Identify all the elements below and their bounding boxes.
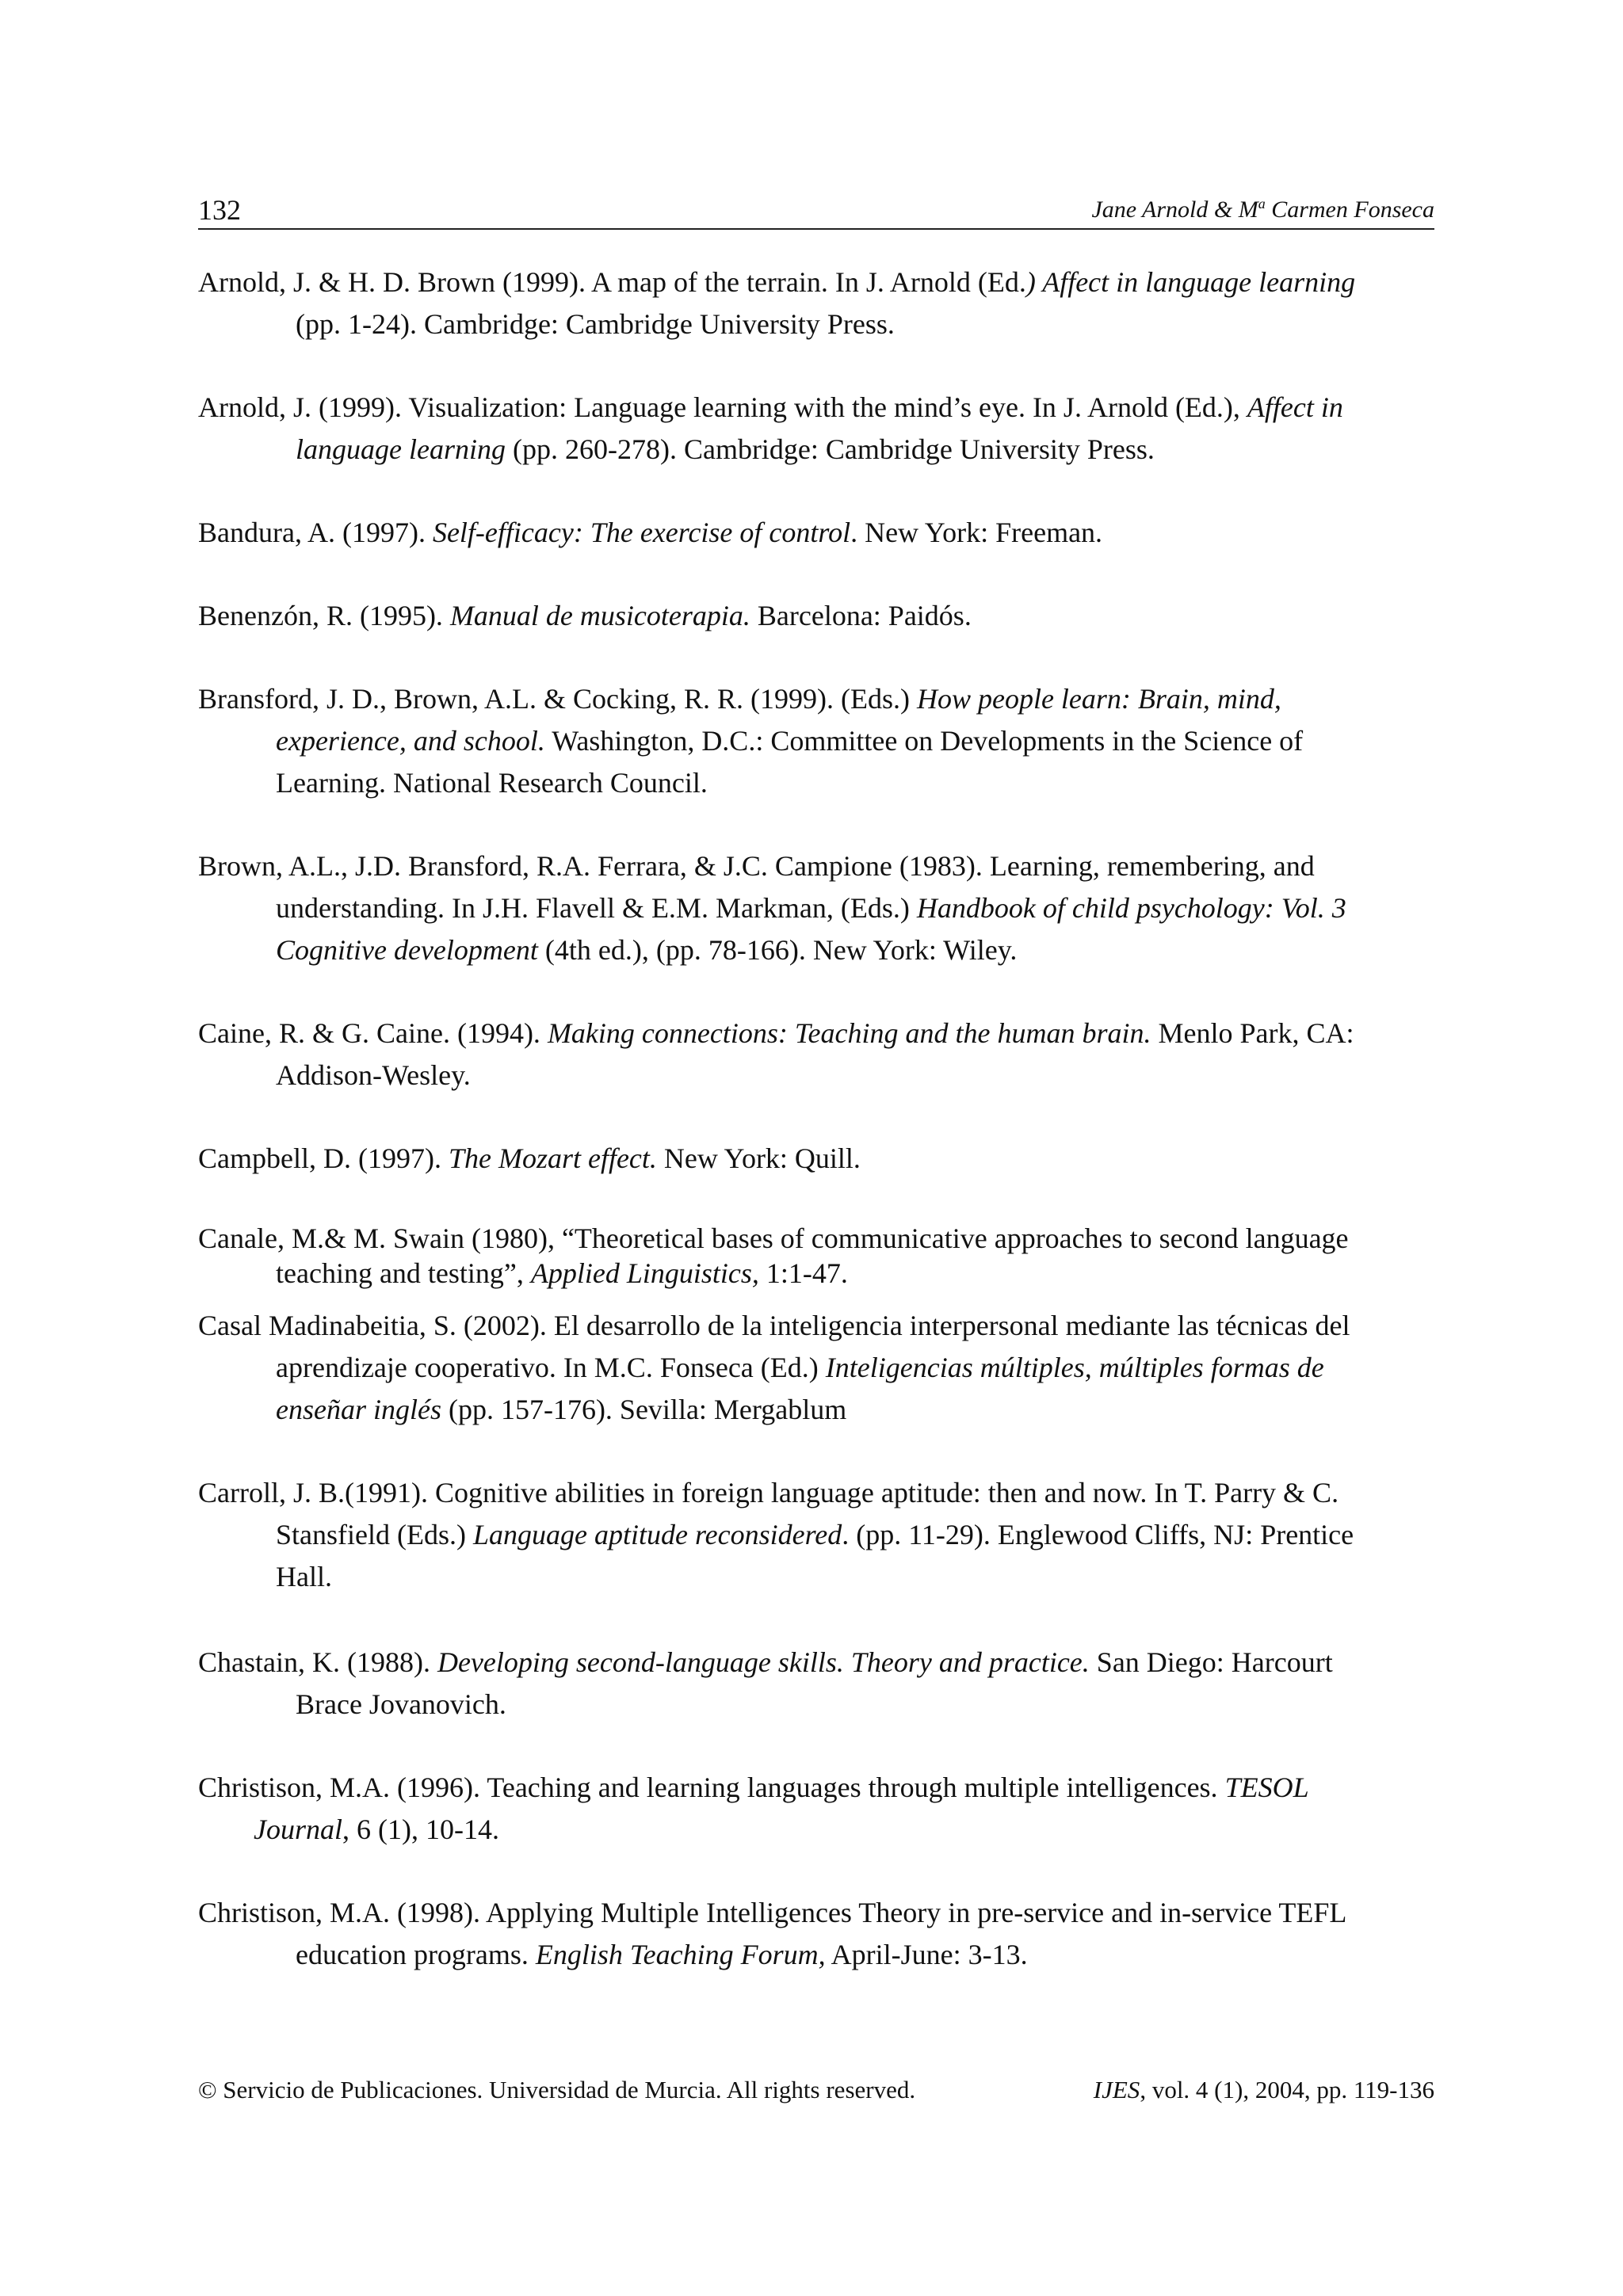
- reference-text: Arnold, J. (1999). Visualization: Language learning with the mind’s eye. In J. Arnold (Ed.),: [198, 391, 1247, 423]
- running-head-superscript: a: [1258, 196, 1266, 212]
- reference-text: teaching and testing”,: [276, 1257, 531, 1289]
- reference-line: Hall.: [276, 1561, 332, 1592]
- reference-line: [198, 387, 1434, 429]
- reference-line: [198, 512, 1434, 554]
- reference-line: [198, 1767, 1434, 1809]
- journal-name: IJES: [1093, 2076, 1140, 2103]
- reference-entry: [198, 678, 1434, 804]
- reference-title: Affect in: [1247, 391, 1343, 423]
- reference-line: [198, 1514, 1434, 1556]
- reference-title: Manual de musicoterapia.: [449, 600, 750, 631]
- reference-line: [198, 678, 1434, 720]
- reference-entry: [198, 1221, 1434, 1291]
- reference-text: April-June: 3-13.: [825, 1939, 1028, 1970]
- reference-line: [198, 1347, 1434, 1389]
- journal-citation: [1094, 2076, 1434, 2104]
- reference-text: Stansfield (Eds.): [276, 1519, 473, 1550]
- reference-entry: [198, 387, 1434, 471]
- reference-text: Washington, D.C.: Committee on Developments in the Science of: [544, 725, 1304, 757]
- reference-line: [198, 887, 1434, 929]
- reference-title: enseñar inglés: [276, 1394, 441, 1425]
- reference-entry: [198, 1138, 1434, 1180]
- reference-line: Brace Jovanovich.: [296, 1688, 506, 1720]
- reference-title: Journal: [254, 1814, 342, 1845]
- reference-line: Addison-Wesley.: [276, 1059, 471, 1091]
- page-header: [198, 189, 1434, 230]
- reference-line: Canale, M.& M. Swain (1980), “Theoretical bases of communicative approaches to second language: [198, 1222, 1349, 1254]
- reference-line: [198, 1389, 1434, 1431]
- reference-title: ) Affect in language learning: [1025, 266, 1356, 298]
- reference-line: [198, 720, 1434, 762]
- reference-title: Making connections: Teaching and the human brain.: [547, 1017, 1151, 1049]
- reference-line: [198, 1256, 1434, 1291]
- reference-entry: [198, 261, 1434, 345]
- reference-text: 1:1-47.: [758, 1257, 848, 1289]
- reference-line: [198, 1642, 1434, 1684]
- copyright-notice: © Servicio de Publicaciones. Universidad de Murcia. All rights reserved.: [198, 2076, 916, 2103]
- reference-text: Menlo Park, CA:: [1151, 1017, 1354, 1049]
- reference-line: [198, 1138, 1434, 1180]
- reference-text: San Diego: Harcourt: [1089, 1646, 1333, 1678]
- reference-line: [198, 1809, 1434, 1851]
- reference-text: (pp. 157-176). Sevilla: Mergablum: [441, 1394, 847, 1425]
- reference-text: education programs.: [296, 1939, 536, 1970]
- reference-text: Campbell, D. (1997).: [198, 1142, 449, 1174]
- reference-text: Arnold, J. & H. D. Brown (1999). A map of the terrain. In J. Arnold (Ed.: [198, 266, 1026, 298]
- reference-title: Self-efficacy: The exercise of control: [432, 517, 851, 548]
- reference-text: . New York: Freeman.: [850, 517, 1103, 548]
- reference-text: Benenzón, R. (1995).: [198, 600, 450, 631]
- reference-entry: [198, 512, 1434, 554]
- reference-line: [198, 595, 1434, 637]
- reference-text: Christison, M.A. (1996). Teaching and learning languages through multiple intelligences.: [198, 1772, 1225, 1803]
- reference-line: Learning. National Research Council.: [276, 767, 708, 799]
- reference-entry: [198, 1305, 1434, 1431]
- reference-line: (pp. 1-24). Cambridge: Cambridge University Press.: [296, 308, 895, 340]
- reference-title: TESOL: [1224, 1772, 1309, 1803]
- reference-text: understanding. In J.H. Flavell & E.M. Markman, (Eds.): [276, 892, 917, 924]
- reference-text: , 6 (1), 10-14.: [342, 1814, 499, 1845]
- reference-title: experience, and school.: [276, 725, 545, 757]
- reference-title: language learning: [296, 433, 506, 465]
- reference-line: Carroll, J. B.(1991). Cognitive abilities in foreign language aptitude: then and now. In T. Parry & C.: [198, 1477, 1339, 1508]
- reference-line: [198, 929, 1434, 971]
- reference-entry: [198, 845, 1434, 971]
- reference-title: Cognitive development: [276, 934, 538, 966]
- reference-line: Casal Madinabeitia, S. (2002). El desarrollo de la inteligencia interpersonal mediante las técnicas del: [198, 1310, 1350, 1341]
- reference-title: Handbook of child psychology: Vol. 3: [916, 892, 1346, 924]
- reference-entry: [198, 1642, 1434, 1726]
- reference-text: . (pp. 11-29). Englewood Cliffs, NJ: Prentice: [842, 1519, 1354, 1550]
- reference-entry: [198, 1472, 1434, 1598]
- reference-title: English Teaching Forum,: [535, 1939, 826, 1970]
- reference-text: (4th ed.), (pp. 78-166). New York: Wiley.: [537, 934, 1018, 966]
- reference-text: New York: Quill.: [656, 1142, 861, 1174]
- page-number: 132: [198, 194, 241, 226]
- reference-line: [198, 261, 1434, 303]
- reference-title: Language aptitude reconsidered: [472, 1519, 842, 1550]
- reference-title: Applied Linguistics,: [530, 1257, 759, 1289]
- reference-line: [198, 429, 1434, 471]
- reference-text: Caine, R. & G. Caine. (1994).: [198, 1017, 548, 1049]
- reference-entry: [198, 1892, 1434, 1976]
- reference-entry: [198, 1767, 1434, 1851]
- reference-title: Inteligencias múltiples, múltiples formas de: [825, 1352, 1324, 1383]
- reference-text: Bandura, A. (1997).: [198, 517, 433, 548]
- reference-title: The Mozart effect.: [448, 1142, 657, 1174]
- reference-text: Chastain, K. (1988).: [198, 1646, 437, 1678]
- reference-text: aprendizaje cooperativo. In M.C. Fonseca (Ed.): [276, 1352, 826, 1383]
- reference-line: Christison, M.A. (1998). Applying Multiple Intelligences Theory in pre-service and in-service TEFL: [198, 1897, 1347, 1928]
- reference-line: Brown, A.L., J.D. Bransford, R.A. Ferrara, & J.C. Campione (1983). Learning, remembering, and: [198, 850, 1315, 882]
- reference-text: Bransford, J. D., Brown, A.L. & Cocking, R. R. (1999). (Eds.): [198, 683, 917, 715]
- reference-line: [198, 1013, 1434, 1055]
- reference-text: Barcelona: Paidós.: [750, 600, 972, 631]
- reference-title: How people learn: Brain, mind,: [916, 683, 1281, 715]
- reference-text: (pp. 260-278). Cambridge: Cambridge University Press.: [505, 433, 1155, 465]
- reference-title: Developing second-language skills. Theory and practice.: [437, 1646, 1090, 1678]
- journal-volume: , vol. 4 (1), 2004, pp. 119-136: [1140, 2076, 1434, 2103]
- reference-entry: [198, 595, 1434, 637]
- reference-entry: [198, 1013, 1434, 1097]
- reference-line: [198, 1934, 1434, 1976]
- running-head-authors-part1: Jane Arnold & M: [1091, 196, 1258, 223]
- running-head-authors-part2: Carmen Fonseca: [1265, 196, 1434, 223]
- running-head: [1091, 196, 1434, 223]
